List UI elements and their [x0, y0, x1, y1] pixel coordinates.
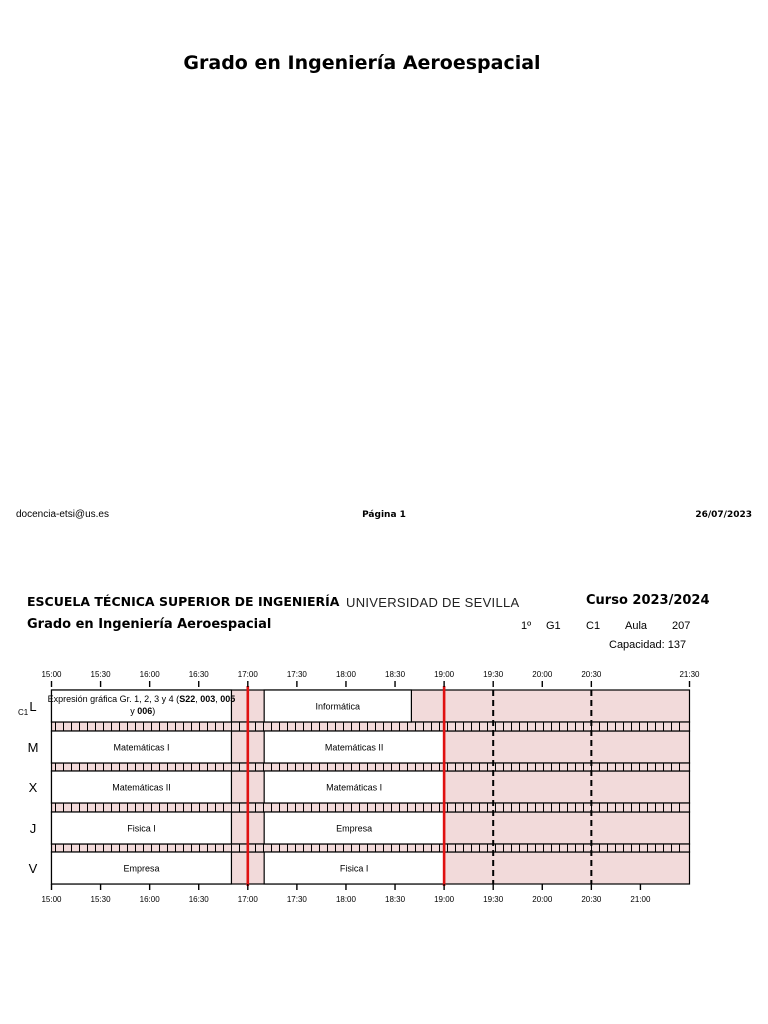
- axis-tick-label-bottom: 18:30: [385, 895, 406, 904]
- class-label: Fisica I: [127, 823, 156, 834]
- timetable-grid: [0, 660, 768, 910]
- axis-tick-label-top: 16:30: [188, 670, 209, 679]
- class-label-part: 005: [220, 694, 236, 704]
- row-separator: [52, 844, 690, 852]
- room-label: Aula: [625, 620, 648, 632]
- class-label-part: y: [127, 706, 138, 716]
- day-label: J: [29, 821, 37, 836]
- class-label: Matemáticas II: [112, 782, 171, 793]
- axis-tick-label-bottom: 15:00: [41, 895, 62, 904]
- class-label-part: ,: [195, 694, 201, 704]
- class-label: Fisica I: [339, 863, 369, 874]
- axis-tick-label-top: 20:30: [581, 670, 602, 679]
- axis-tick-label-top: 19:30: [483, 670, 504, 679]
- class-label: Matemáticas I: [113, 742, 170, 753]
- axis-tick-label-top: 15:30: [90, 670, 111, 679]
- degree-name: Grado en Ingeniería Aeroespacial: [27, 617, 272, 632]
- class-label: Empresa: [336, 823, 373, 834]
- axis-tick-label-bottom: 15:30: [90, 895, 111, 904]
- university-name: UNIVERSIDAD DE SEVILLA: [346, 595, 520, 610]
- class-label-part: Expresión gráfica Gr. 1, 2, 3 y 4 (: [47, 694, 180, 704]
- class-label-part: ,: [215, 694, 221, 704]
- page-title: Grado en Ingeniería Aeroespacial: [183, 52, 541, 74]
- axis-tick-label-top: 20:00: [532, 670, 553, 679]
- row-separator: [52, 803, 690, 812]
- axis-tick-label-bottom: 20:30: [581, 895, 602, 904]
- day-label: V: [28, 861, 38, 876]
- row-separator: [52, 722, 690, 731]
- axis-tick-label-bottom: 21:00: [630, 895, 651, 904]
- class-label-part: ): [152, 706, 156, 716]
- axis-tick-label-bottom: 17:30: [286, 895, 307, 904]
- axis-tick-label-bottom: 16:00: [139, 895, 160, 904]
- axis-tick-label-bottom: 17:00: [237, 895, 258, 904]
- axis-tick-label-top: 19:00: [434, 670, 455, 679]
- footer-date: 26/07/2023: [695, 510, 752, 520]
- year-value: 1º: [521, 620, 532, 632]
- footer-email: docencia-etsi@us.es: [16, 509, 109, 520]
- day-label: X: [28, 780, 38, 795]
- course-year: Curso 2023/2024: [586, 593, 710, 608]
- axis-tick-label-top: 17:30: [286, 670, 307, 679]
- class-label: Matemáticas II: [324, 742, 384, 753]
- axis-tick-label-top: 18:30: [385, 670, 406, 679]
- school-name: ESCUELA TÉCNICA SUPERIOR DE INGENIERÍA: [27, 594, 340, 609]
- axis-tick-label-bottom: 16:30: [188, 895, 209, 904]
- axis-tick-label-bottom: 19:00: [434, 895, 455, 904]
- axis-tick-label-top: 16:00: [139, 670, 160, 679]
- class-label: Matemáticas I: [326, 782, 383, 793]
- semester-marker: C1: [18, 708, 29, 717]
- class-label-part: S22: [179, 694, 196, 704]
- group-value: G1: [546, 620, 561, 632]
- row-separator: [52, 763, 690, 771]
- day-label: M: [27, 740, 39, 755]
- axis-tick-label-bottom: 20:00: [532, 895, 553, 904]
- axis-tick-label-top: 18:00: [335, 670, 356, 679]
- axis-tick-label-top: 17:00: [237, 670, 258, 679]
- semester-value: C1: [586, 620, 601, 632]
- class-label: Empresa: [123, 863, 160, 874]
- class-label-part: 003: [200, 694, 216, 704]
- axis-tick-label-bottom: 18:00: [335, 895, 356, 904]
- axis-tick-label-bottom: 19:30: [483, 895, 504, 904]
- room-value: 207: [672, 620, 691, 632]
- class-label: Informática: [315, 701, 361, 712]
- class-label-part: 006: [137, 706, 153, 716]
- axis-tick-label-top: 21:30: [679, 670, 700, 679]
- footer-page-number: Página 1: [362, 510, 406, 520]
- capacity-value: Capacidad: 137: [609, 639, 687, 651]
- axis-tick-label-top: 15:00: [41, 670, 62, 679]
- day-label: L: [29, 699, 37, 714]
